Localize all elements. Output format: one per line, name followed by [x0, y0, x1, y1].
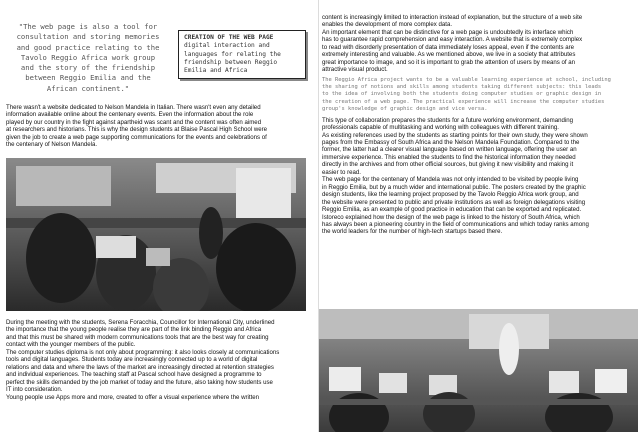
mono-line: the sharing of notions and skills among students taking different subjects: this leads — [322, 84, 602, 91]
text-line: During the meeting with the students, Serena Foracchia, Councillor for International City, underlined — [6, 319, 275, 326]
mono-line: the creation of a web page. The practical experience will increase the computer studies — [322, 98, 605, 105]
quote-line: "The web page is also a tool for — [18, 22, 158, 31]
right-paragraph-1 — [322, 14, 636, 74]
text-line: easier to read. — [322, 168, 361, 176]
box-line: digital interaction and — [184, 42, 270, 50]
text-line: immersive experience. This enabled the students to find the historical information they needed — [322, 153, 576, 161]
text-line: Istoreco explained how the design of the web page is linked to the history of South Africa, which — [322, 213, 580, 221]
text-line: to read with disorderly presentation of data immediately loses appeal, even if the contents are — [322, 43, 575, 51]
text-line: in Reggio Emilia, but by a much wider and international public. The posters created by the graphic — [322, 183, 586, 191]
section-box — [178, 30, 306, 79]
text-line: contact with the younger members of the public. — [6, 341, 136, 349]
pull-quote — [8, 22, 168, 94]
section-box-body — [184, 42, 300, 75]
text-line: enables the development of more complex data. — [322, 21, 453, 29]
text-line: and that this must be shared with modern communications tools that are the best way for creating — [6, 333, 269, 341]
text-line: given the job to create a web page supporting communications for the events and celebrations of — [6, 133, 267, 141]
text-line: tools and digital languages. Students today are increasingly connected up to a world of digital — [6, 356, 258, 364]
right-text-column — [322, 14, 636, 236]
quote-line: and the story of the friendship — [20, 63, 156, 73]
text-line: relations and data and where the laws of the market are increasingly directed at retention strategies — [6, 363, 274, 371]
text-line: attractive visual product. — [322, 66, 388, 74]
text-line: played by our country in the fight against apartheid was scant and the content was often aimed — [6, 118, 262, 126]
quote-line: consultation and storing memories — [16, 32, 160, 42]
text-line: the importance that the young people realise they are part of the link binding Reggio and Africa — [6, 326, 262, 334]
text-line: design students, like the learning project proposed by the Tavolo Reggio Africa work group, and — [322, 191, 579, 199]
text-line: The computer studies diploma is not only about programming: it also looks closely at communications — [6, 348, 280, 356]
box-line: friendship between Reggio — [184, 58, 278, 66]
text-line: information available online about the centenary events. Even the information about the role — [6, 111, 254, 119]
text-line: and individual experiences. The teaching staff at Pascal school have designed a programme to — [6, 371, 262, 379]
right-page — [319, 0, 638, 432]
mono-line: to the idea of involving both the students doing computer studies or graphic design in — [322, 91, 602, 98]
quote-line: Tavolo Reggio Africa work group — [20, 52, 156, 62]
text-line: IT into consideration. — [6, 386, 63, 394]
computer-lab-photo-image — [319, 309, 638, 432]
computer-lab-photo — [319, 309, 638, 432]
text-line: content is increasingly limited to interaction instead of explanation, but the structure of a web site — [322, 14, 583, 21]
text-line: extremely interesting and valuable. As we mentioned above, we live in a society that attributes — [322, 51, 576, 59]
text-line: This type of collaboration prepares the students for a future working environment, demanding — [322, 116, 574, 124]
text-line: at researchers and historians. This is why the design students at Blaise Pascal High School were — [6, 126, 268, 134]
text-line: former, the latter had a clearer visual language based on written language, offering the user an — [322, 146, 577, 154]
box-line: languages for relating the — [184, 50, 281, 58]
text-line: the centenary of Nelson Mandela. — [6, 141, 98, 149]
box-line: Emilia and Africa — [184, 67, 248, 75]
text-line: directly in the archives and from other official sources, but giving it new visibility and making it — [322, 161, 574, 169]
mono-line: group's knowledge of graphic design and vice versa. — [322, 106, 488, 113]
text-line: has to guarantee rapid comprehension and easy interaction. A website that is extremely complex — [322, 36, 583, 44]
text-line: pages from the Embassy of South Africa and the Nelson Mandela Foundation. Compared to the — [322, 139, 580, 147]
text-line: As existing references used by the students as starting points for their own study, they were shown — [322, 131, 588, 139]
section-box-title: CREATION OF THE WEB PAGE — [184, 34, 274, 41]
text-line: great importance to image, and so it is important to grab the attention of users by means of an — [322, 58, 576, 66]
text-line: Reggio Emilia, as an example of good practice in education that can be exported and replicated. — [322, 206, 582, 214]
text-line: The web page for the centenary of Mandela was not only intended to be visited by people living — [322, 176, 579, 184]
classroom-photo — [6, 158, 306, 311]
text-line: the website were presented to public and private institutions as well as foreign delegations visiting — [322, 198, 586, 206]
bottom-paragraph — [6, 319, 302, 401]
text-line: perfect the skills demanded by the job market of today and the future, also taking how students use — [6, 378, 273, 386]
quote-line: between Reggio Emilia and the — [25, 73, 151, 83]
right-paragraph-2 — [322, 117, 636, 236]
text-line: professionals capable of multitasking and working with colleagues with different training. — [322, 124, 559, 132]
text-line: has always been a pioneering country in the field of communications and which today ranks among — [322, 221, 589, 228]
text-line: There wasn't a website dedicated to Nelson Mandela in Italian. There wasn't even any detailed — [6, 104, 261, 111]
intro-paragraph — [6, 104, 296, 149]
quote-line: African continent." — [46, 83, 130, 93]
text-line: Young people use Apps more and more, created to offer a visual experience where the written — [6, 393, 260, 401]
text-line: An important element that can be distinctive for a web page is undoubtedly its interface which — [322, 28, 574, 36]
project-description — [322, 77, 636, 114]
text-line: the world leaders for the number of high-tech startups based there. — [322, 228, 503, 236]
classroom-photo-image — [6, 158, 306, 311]
quote-line: and good practice relating to the — [16, 42, 160, 52]
mono-line: The Reggio Africa project wants to be a valuable learning experience at school, including — [322, 76, 611, 83]
